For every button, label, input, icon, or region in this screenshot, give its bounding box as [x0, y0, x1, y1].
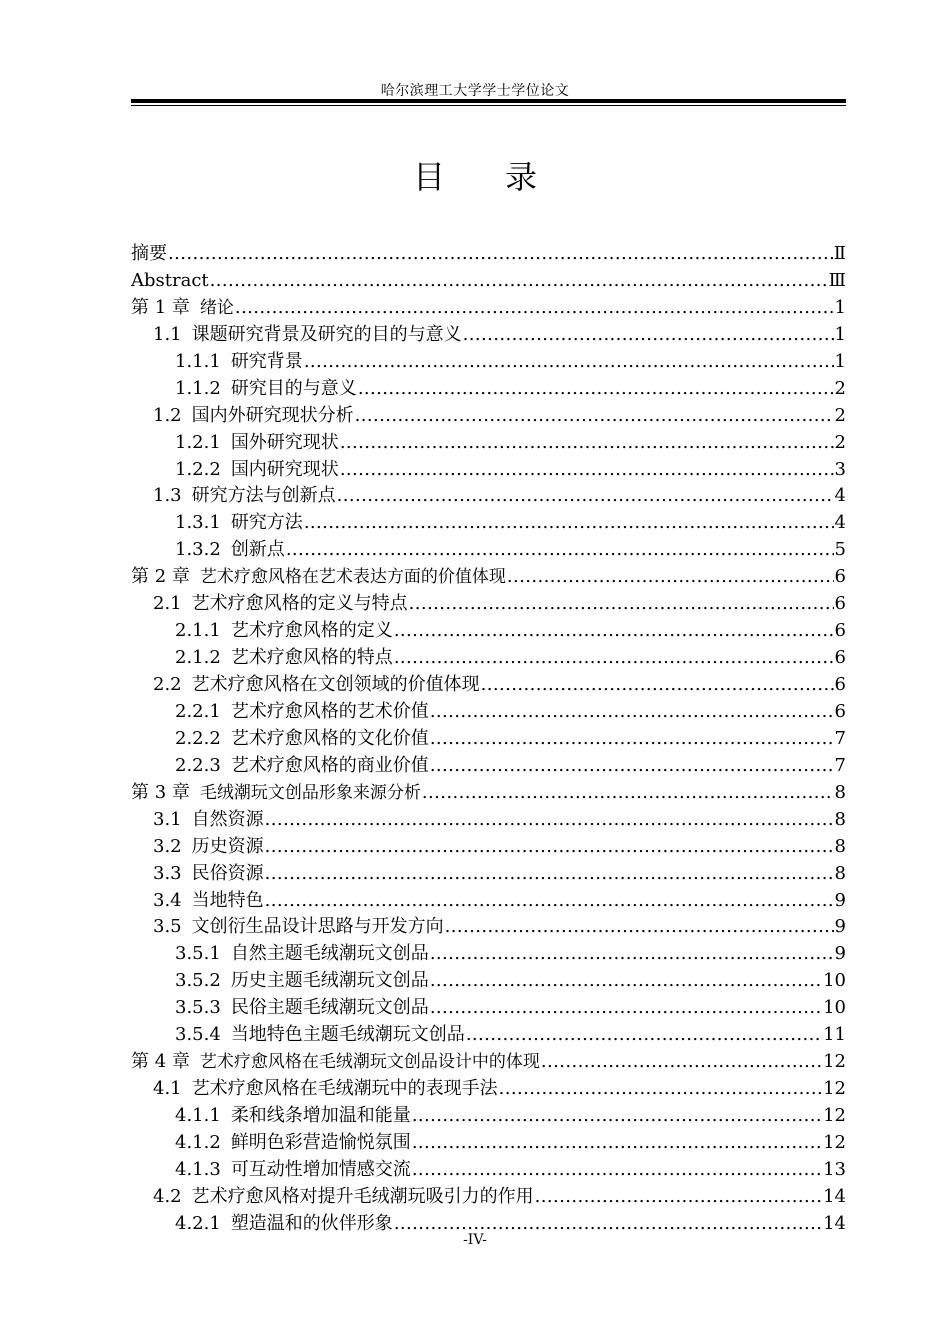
toc-leader-dots	[541, 1048, 822, 1075]
toc-entry-number: 3.5.3	[175, 997, 221, 1019]
toc-entry-label: 艺术疗愈风格在艺术表达方面的价值体现	[199, 567, 506, 588]
toc-entry-page: 3	[834, 458, 846, 480]
toc-entry-label: 研究目的与意义	[230, 377, 357, 399]
toc-entry-label: 当地特色主题毛绒潮玩文创品	[230, 1024, 465, 1046]
toc-leader-dots	[265, 806, 834, 833]
toc-entry-title	[175, 1156, 411, 1183]
toc-entry-page: 1	[834, 323, 846, 345]
toc-entry[interactable]	[131, 860, 846, 887]
toc-entry[interactable]	[131, 671, 846, 698]
toc-entry-page: 8	[834, 835, 846, 857]
toc-entry-title	[153, 590, 408, 617]
toc-leader-dots	[235, 294, 834, 321]
toc-entry-title	[131, 779, 421, 807]
toc-entry[interactable]	[131, 806, 846, 833]
toc-entry[interactable]	[131, 779, 846, 806]
toc-entry-title	[131, 267, 209, 294]
toc-entry-number: 1.3.2	[175, 539, 221, 561]
page-title	[0, 152, 950, 198]
toc-entry-label: 柔和线条增加温和能量	[230, 1105, 411, 1126]
header-rule-thin	[131, 105, 846, 106]
toc-entry-number: 2.2.1	[175, 700, 221, 722]
toc-leader-dots	[265, 833, 834, 860]
toc-entry-number: 1.3.1	[175, 512, 221, 534]
toc-entry[interactable]	[131, 1156, 846, 1183]
toc-entry-label: 研究方法	[230, 512, 303, 534]
toc-entry-number: 2.1.2	[175, 647, 221, 669]
toc-entry-label: 国内研究现状	[230, 458, 339, 480]
toc-leader-dots	[463, 321, 834, 348]
toc-entry-title	[175, 752, 429, 779]
toc-entry-page: 6	[834, 620, 846, 642]
toc-entry-page: 8	[834, 808, 846, 830]
toc-entry-label: 艺术疗愈风格在文创领域的价值体现	[191, 674, 480, 695]
toc-entry-page: 4	[834, 485, 846, 507]
toc-leader-dots	[340, 429, 834, 456]
toc-entry-number: 3.5.4	[175, 1024, 221, 1046]
toc-entry-label: 国外研究现状	[230, 431, 339, 453]
toc-leader-dots	[409, 590, 834, 617]
title-char-2: 录	[505, 158, 538, 196]
toc-entry-label: 艺术疗愈风格对提升毛绒潮玩吸引力的作用	[191, 1185, 534, 1207]
toc-entry-number: 1.1.2	[175, 377, 221, 399]
toc-entry-page: 9	[834, 916, 846, 938]
toc-entry[interactable]	[131, 563, 846, 590]
toc-entry-page: 2	[834, 431, 846, 453]
toc-entry-page: 6	[834, 674, 846, 695]
toc-entry-page: 14	[823, 1185, 846, 1207]
toc-entry-number: 2.2.3	[175, 754, 221, 776]
toc-entry[interactable]	[131, 833, 846, 860]
toc-entry[interactable]	[131, 348, 846, 375]
toc-entry-number: 4.1.3	[175, 1158, 221, 1180]
toc-entry[interactable]	[131, 456, 846, 483]
toc-entry-title	[175, 1129, 411, 1156]
toc-entry[interactable]	[131, 913, 846, 940]
toc-entry-page: 14	[823, 1212, 846, 1234]
toc-leader-dots	[430, 994, 822, 1021]
toc-entry-page: 1	[834, 350, 846, 372]
toc-entry-label: 研究方法与创新点	[191, 485, 336, 507]
toc-entry-page: 6	[834, 593, 846, 615]
toc-leader-dots	[412, 1129, 822, 1156]
toc-entry[interactable]	[131, 1102, 846, 1129]
toc-entry[interactable]	[131, 940, 846, 967]
toc-entry-title	[153, 833, 264, 860]
toc-leader-dots	[168, 240, 833, 267]
toc-entry-page: 10	[823, 970, 846, 992]
toc-entry[interactable]	[131, 240, 846, 267]
toc-entry-title	[153, 860, 264, 887]
toc-leader-dots	[430, 940, 834, 967]
toc-entry-title	[153, 806, 264, 833]
toc-entry-title	[175, 617, 393, 644]
toc-entry[interactable]	[131, 482, 846, 509]
toc-entry-page: 8	[834, 781, 846, 803]
toc-entry[interactable]	[131, 967, 846, 994]
toc-entry-label: 鲜明色彩营造愉悦氛围	[230, 1131, 411, 1153]
toc-entry-title	[153, 402, 354, 429]
toc-leader-dots	[507, 563, 834, 590]
toc-entry-number: 第 4 章	[131, 1051, 190, 1073]
page-number: -IV-	[463, 1232, 487, 1248]
toc-entry-page: 9	[834, 889, 846, 911]
toc-leader-dots	[430, 725, 834, 752]
toc-entry-label: 可互动性增加情感交流	[230, 1158, 411, 1180]
toc-entry-title	[153, 321, 462, 348]
toc-entry-page: 5	[834, 539, 846, 561]
toc-entry[interactable]	[131, 994, 846, 1021]
toc-entry-title	[131, 1048, 540, 1076]
toc-entry-number: 4.2.1	[175, 1212, 221, 1234]
toc-leader-dots	[430, 967, 822, 994]
toc-entry-label: 艺术疗愈风格的特点	[230, 647, 393, 669]
toc-leader-dots	[355, 402, 834, 429]
toc-entry-label: 当地特色	[191, 889, 264, 911]
toc-leader-dots	[340, 456, 834, 483]
toc-entry-title	[175, 994, 429, 1021]
toc-entry[interactable]	[131, 752, 846, 779]
toc-entry[interactable]	[131, 1021, 846, 1048]
toc-leader-dots	[412, 1102, 822, 1129]
toc-leader-dots	[286, 536, 834, 563]
running-header: 哈尔滨理工大学学士学位论文	[380, 83, 570, 99]
toc-entry-page: 10	[823, 997, 846, 1019]
toc-leader-dots	[412, 1156, 822, 1183]
toc-entry-number: 4.1.2	[175, 1131, 221, 1153]
toc-entry-label: 艺术疗愈风格的定义	[230, 620, 393, 642]
toc-entry-page: 7	[834, 727, 846, 749]
toc-entry-page: 11	[823, 1024, 846, 1046]
toc-entry[interactable]	[131, 1183, 846, 1210]
toc-entry-title	[175, 348, 303, 375]
toc-entry-page: 12	[823, 1078, 846, 1100]
toc-entry-label: 艺术疗愈风格在毛绒潮玩文创品设计中的体现	[199, 1052, 540, 1073]
toc-entry-page: 2	[834, 404, 846, 426]
toc-entry-label: Abstract	[131, 269, 209, 291]
toc-entry-label: 历史主题毛绒潮玩文创品	[230, 970, 429, 992]
toc-entry-label: 艺术疗愈风格的定义与特点	[191, 593, 408, 615]
toc-entry-page: 6	[834, 647, 846, 669]
toc-leader-dots	[430, 752, 834, 779]
toc-entry-page: 12	[823, 1105, 846, 1126]
toc-entry[interactable]	[131, 1075, 846, 1102]
toc-entry-title	[131, 294, 234, 322]
toc-entry-page: Ⅲ	[828, 269, 846, 291]
toc-entry[interactable]	[131, 1129, 846, 1156]
toc-entry-title	[175, 1021, 465, 1048]
title-char-1: 目	[412, 158, 445, 196]
toc-leader-dots	[265, 860, 834, 887]
toc-leader-dots	[430, 698, 834, 725]
toc-entry-label: 艺术疗愈风格的艺术价值	[230, 700, 429, 722]
toc-entry-number: 2.2	[153, 674, 182, 695]
toc-entry[interactable]	[131, 375, 846, 402]
toc-entry-title	[175, 698, 429, 725]
toc-entry-number: 1.1.1	[175, 350, 221, 372]
toc-entry[interactable]	[131, 644, 846, 671]
toc-entry[interactable]	[131, 267, 846, 294]
toc-entry-number: 4.1	[153, 1078, 182, 1100]
toc-entry-label: 历史资源	[191, 835, 264, 857]
toc-entry-label: 绪论	[199, 297, 234, 318]
toc-entry-title	[175, 940, 429, 967]
toc-entry-label: 艺术疗愈风格在毛绒潮玩中的表现手法	[191, 1078, 498, 1100]
toc-leader-dots	[481, 671, 834, 698]
toc-entry-page: 12	[823, 1131, 846, 1153]
toc-leader-dots	[499, 1075, 822, 1102]
toc-entry-number: 第 2 章	[131, 566, 190, 588]
toc-entry-number: 2.2.2	[175, 727, 221, 749]
toc-entry-page: 6	[834, 566, 846, 588]
toc-leader-dots	[394, 617, 834, 644]
toc-entry-number: 第 1 章	[131, 296, 190, 318]
toc-entry-title	[175, 644, 393, 671]
toc-entry-title	[175, 967, 429, 994]
toc-entry-number: 3.5	[153, 916, 182, 938]
toc-entry-label: 毛绒潮玩文创品形象来源分析	[199, 782, 421, 803]
toc-entry-title	[153, 1183, 534, 1210]
toc-entry-number: 3.5.1	[175, 943, 221, 965]
toc-leader-dots	[304, 509, 834, 536]
toc-entry-label: 文创衍生品设计思路与开发方向	[191, 916, 444, 938]
toc-entry-label: 课题研究背景及研究的目的与意义	[191, 323, 462, 345]
toc-leader-dots	[466, 1021, 822, 1048]
toc-entry[interactable]	[131, 887, 846, 914]
toc-entry-title	[175, 509, 303, 536]
toc-entry-number: 3.5.2	[175, 970, 221, 992]
toc-entry[interactable]	[131, 321, 846, 348]
toc-entry-number: 1.2.1	[175, 431, 221, 453]
toc-entry-number: 4.1.1	[175, 1105, 221, 1126]
toc-entry[interactable]	[131, 1048, 846, 1075]
toc-entry-number: 4.2	[153, 1185, 182, 1207]
header-rule-thick	[131, 99, 846, 103]
toc-entry[interactable]	[131, 536, 846, 563]
toc-entry-number: 1.1	[153, 323, 182, 345]
toc-entry-title	[153, 482, 336, 509]
toc-entry-number: 3.3	[153, 862, 182, 884]
toc-entry-page: 9	[834, 943, 846, 965]
toc-entry-label: 摘要	[131, 243, 167, 264]
toc-entry-number: 第 3 章	[131, 781, 190, 803]
toc-entry-page: 2	[834, 377, 846, 399]
toc-leader-dots	[445, 913, 834, 940]
toc-leader-dots	[535, 1183, 822, 1210]
toc-entry-page: 7	[834, 754, 846, 776]
toc-leader-dots	[422, 779, 834, 806]
toc-entry-page: 6	[834, 700, 846, 722]
toc-entry-page: 13	[823, 1158, 846, 1180]
toc-entry-title	[153, 913, 444, 940]
toc-entry-title	[175, 375, 357, 402]
toc-entry-label: 创新点	[230, 539, 285, 561]
toc-entry[interactable]	[131, 294, 846, 321]
toc-entry-number: 1.2	[153, 404, 182, 426]
toc-entry-label: 自然主题毛绒潮玩文创品	[230, 943, 429, 965]
toc-entry-title	[175, 725, 429, 752]
toc-entry-title	[175, 429, 339, 456]
toc-entry-title	[153, 887, 264, 914]
toc-entry-title	[175, 456, 339, 483]
toc-entry-label: 国内外研究现状分析	[191, 404, 354, 426]
toc-entry-label: 民俗资源	[191, 862, 264, 884]
toc-entry-number: 3.1	[153, 808, 182, 830]
toc-entry-title	[153, 1075, 498, 1102]
toc-entry-title	[131, 563, 506, 591]
toc-entry-label: 自然资源	[191, 808, 264, 830]
toc-entry-title	[175, 1102, 411, 1129]
toc-leader-dots	[358, 375, 834, 402]
toc-entry-page: 12	[823, 1051, 846, 1073]
toc-leader-dots	[337, 482, 834, 509]
toc-entry[interactable]	[131, 590, 846, 617]
toc-leader-dots	[265, 887, 834, 914]
table-of-contents	[131, 240, 846, 1237]
toc-entry-label: 艺术疗愈风格的文化价值	[230, 727, 429, 749]
toc-entry[interactable]	[131, 509, 846, 536]
toc-entry-page: 4	[834, 512, 846, 534]
toc-entry[interactable]	[131, 402, 846, 429]
toc-entry-title	[153, 671, 480, 698]
toc-entry-label: 艺术疗愈风格的商业价值	[230, 754, 429, 776]
toc-entry[interactable]	[131, 698, 846, 725]
toc-entry[interactable]	[131, 617, 846, 644]
toc-entry-label: 研究背景	[230, 350, 303, 372]
toc-entry-page: 1	[834, 296, 846, 318]
toc-entry-number: 1.3	[153, 485, 182, 507]
toc-entry-number: 3.2	[153, 835, 182, 857]
toc-leader-dots	[304, 348, 834, 375]
toc-entry[interactable]	[131, 429, 846, 456]
toc-entry-number: 2.1.1	[175, 620, 221, 642]
toc-entry-page: 8	[834, 862, 846, 884]
toc-entry-number: 2.1	[153, 593, 182, 615]
toc-leader-dots	[394, 644, 834, 671]
toc-entry[interactable]	[131, 725, 846, 752]
toc-leader-dots	[210, 267, 828, 294]
toc-entry-page: Ⅱ	[833, 243, 846, 264]
toc-entry-title	[175, 536, 285, 563]
toc-entry-title	[131, 240, 167, 267]
toc-entry-number: 3.4	[153, 889, 182, 911]
toc-entry-number: 1.2.2	[175, 458, 221, 480]
toc-entry-label: 塑造温和的伙伴形象	[230, 1212, 393, 1234]
toc-entry-label: 民俗主题毛绒潮玩文创品	[230, 997, 429, 1019]
